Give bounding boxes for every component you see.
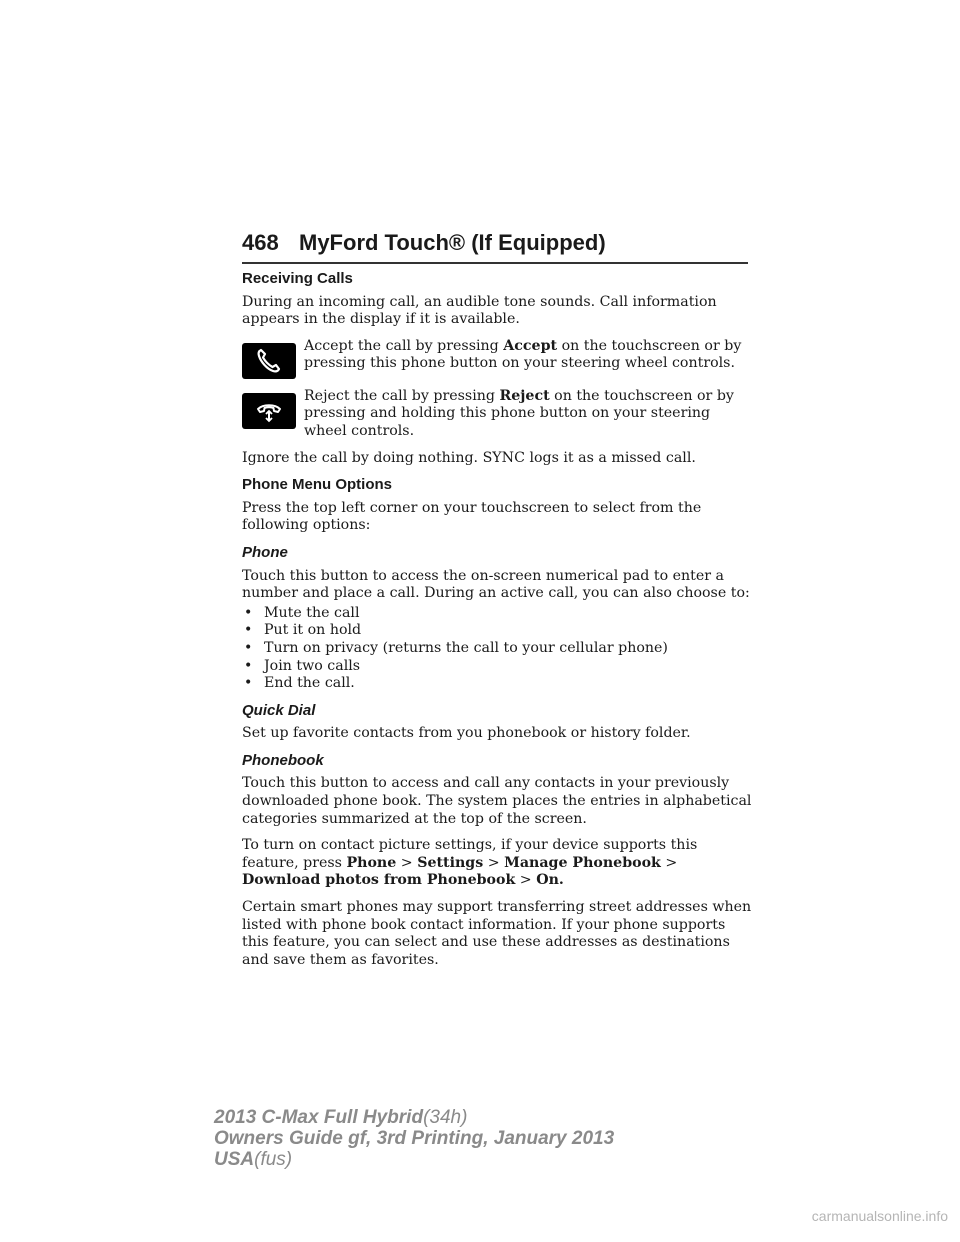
menu-path-settings: Settings bbox=[417, 854, 484, 871]
footer-line-1: 2013 C-Max Full Hybrid(34h) bbox=[214, 1107, 468, 1128]
accept-call-text: Accept the call by pressing Accept on the touchscreen or by pressing this phone button on your steering wheel controls. bbox=[304, 337, 742, 372]
quick-dial-heading: Quick Dial bbox=[242, 701, 316, 719]
menu-path-download-photos: Download photos from Phonebook bbox=[242, 872, 516, 889]
street-address-text: Certain smart phones may support transferring street addresses when listed with phone book contact information. If your phone supports this feature, you can select and use these addresses as destinations and save them as favorites. bbox=[242, 899, 752, 968]
list-item: • Turn on privacy (returns the call to your cellular phone) bbox=[242, 640, 752, 658]
phone-text: Touch this button to access the on-screen numerical pad to enter a number and place a call. During an active call, you can also choose to: bbox=[242, 567, 750, 602]
phone-accept-icon bbox=[242, 343, 296, 379]
footer-line-3: USA(fus) bbox=[214, 1149, 293, 1170]
footer-line-2: Owners Guide gf, 3rd Printing, January 2013 bbox=[214, 1128, 615, 1149]
phonebook-heading: Phonebook bbox=[242, 751, 324, 769]
receiving-calls-heading: Receiving Calls bbox=[242, 270, 353, 287]
list-item: • End the call. bbox=[242, 675, 752, 693]
picture-settings-text: To turn on contact picture settings, if your device supports this feature, press Phone > Settings > Manage Phonebook > Download photos from Phonebook > On. bbox=[242, 837, 698, 889]
accept-label: Accept bbox=[503, 337, 558, 354]
menu-path-manage-phonebook: Manage Phonebook bbox=[504, 854, 661, 871]
menu-path-on: On. bbox=[536, 872, 564, 889]
list-item: • Put it on hold bbox=[242, 622, 752, 640]
phone-hangup-icon bbox=[242, 393, 296, 429]
page-header bbox=[242, 226, 748, 264]
reject-label: Reject bbox=[499, 387, 550, 404]
list-item: • Join two calls bbox=[242, 658, 752, 676]
phone-menu-heading: Phone Menu Options bbox=[242, 476, 392, 494]
page-content bbox=[242, 270, 752, 978]
chapter-title: MyFord Touch® (If Equipped) bbox=[299, 230, 606, 255]
list-item: • Mute the call bbox=[242, 605, 752, 623]
page-footer bbox=[214, 1107, 614, 1170]
reject-call-text: Reject the call by pressing Reject on the touchscreen or by pressing and holding this phone button on your steering wheel controls. bbox=[304, 387, 734, 439]
phone-menu-intro: Press the top left corner on your touchscreen to select from the following options: bbox=[242, 499, 702, 534]
accept-call-row bbox=[242, 338, 752, 379]
phonebook-text: Touch this button to access and call any contacts in your previously downloaded phone book. The system places the entries in alphabetical categories summarized at the top of the screen. bbox=[242, 775, 752, 827]
menu-path-phone: Phone bbox=[346, 854, 397, 871]
receiving-calls-intro: During an incoming call, an audible tone sounds. Call information appears in the display if it is available. bbox=[242, 293, 717, 328]
watermark: carmanualsonline.info bbox=[811, 1208, 948, 1224]
phone-heading: Phone bbox=[242, 543, 288, 561]
ignore-call-text: Ignore the call by doing nothing. SYNC logs it as a missed call. bbox=[242, 449, 696, 466]
page-number: 468 bbox=[242, 230, 279, 255]
phone-options-list bbox=[242, 605, 752, 693]
reject-call-row bbox=[242, 388, 752, 441]
quick-dial-text: Set up favorite contacts from you phonebook or history folder. bbox=[242, 725, 691, 742]
